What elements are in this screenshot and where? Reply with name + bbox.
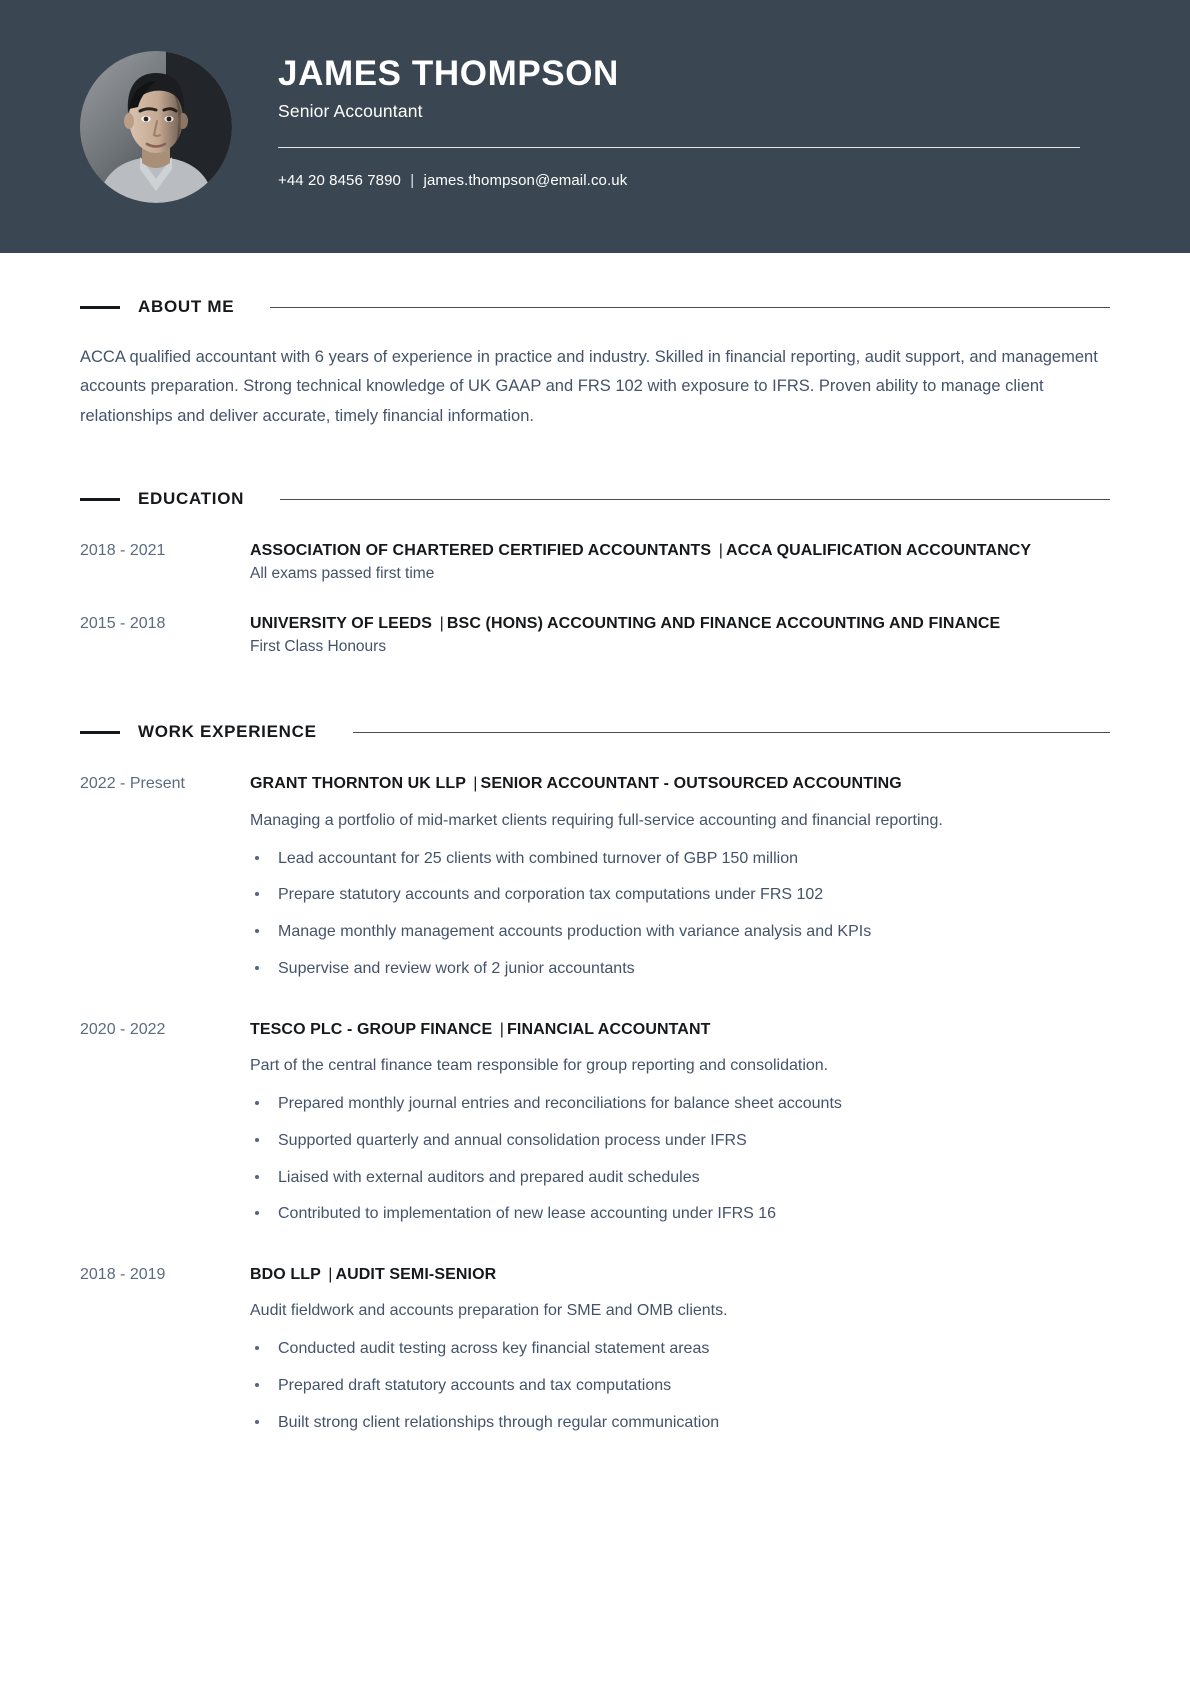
list-item: Supervise and review work of 2 junior accountants [250, 959, 1110, 980]
about-text: ACCA qualified accountant with 6 years of experience in practice and industry. Skilled in financial reporting, audit support, and management accounts preparation. Strong technical knowledge of UK GAAP and FRS 102 with exposure to IFRS. Proven ability to manage client relationships and deliver accurate, timely financial information. [80, 348, 1098, 425]
education-entry-subtitle: All exams passed first time [250, 565, 435, 583]
section-dash-icon [80, 306, 120, 309]
title-separator: | [473, 775, 478, 793]
experience-list [80, 772, 1110, 1433]
education-entry-title: UNIVERSITY OF LEEDS | BSC (HONS) ACCOUNTING AND FINANCE ACCOUNTING AND FINANCE [250, 612, 1110, 635]
about-heading: ABOUT ME [138, 297, 235, 316]
experience-entry [80, 1018, 1110, 1225]
experience-entry-date: 2020 - 2022 [80, 1020, 166, 1038]
education-entry [80, 612, 1110, 659]
about-section-header [80, 297, 1110, 317]
experience-entry [80, 772, 1110, 979]
page-title: JAMES THOMPSON [278, 53, 619, 93]
portrait-photo-icon [80, 51, 232, 203]
title-separator: | [439, 614, 444, 632]
education-list [80, 539, 1110, 658]
education-entry-body [250, 612, 1110, 659]
experience-entry-description: Part of the central finance team responsible for group reporting and consolidation. [250, 1056, 829, 1074]
title-separator: | [499, 1020, 505, 1038]
education-heading: EDUCATION [138, 489, 245, 509]
experience-bullet-list [250, 1094, 1110, 1225]
list-item: Prepared draft statutory accounts and tax computations [250, 1376, 1110, 1397]
email-address[interactable]: james.thompson@email.co.uk [423, 172, 628, 190]
education-section-header [80, 489, 1110, 509]
experience-bullet-list [250, 849, 1110, 980]
education-entry-date: 2018 - 2021 [80, 542, 166, 560]
section-dash-icon [80, 498, 120, 501]
list-item: Liaised with external auditors and prepared audit schedules [250, 1168, 1110, 1189]
contact-separator: | [410, 172, 415, 190]
list-item: Conducted audit testing across key financial statement areas [250, 1339, 1110, 1360]
experience-entry-date: 2018 - 2019 [80, 1266, 166, 1284]
education-entry [80, 539, 1110, 586]
experience-section-header [80, 722, 1110, 742]
experience-entry-body [250, 1263, 1110, 1434]
experience-entry-title: TESCO PLC - GROUP FINANCE | FINANCIAL ACCOUNTANT [250, 1018, 1110, 1041]
experience-entry-title: BDO LLP | AUDIT SEMI-SENIOR [250, 1263, 1110, 1286]
section-rule [353, 732, 1110, 733]
education-entry-title: ASSOCIATION OF CHARTERED CERTIFIED ACCOUNTANTS | ACCA QUALIFICATION ACCOUNTANCY [250, 539, 1110, 562]
work-experience-section [80, 722, 1110, 1433]
resume-header [0, 0, 1190, 253]
contact-line [278, 172, 1080, 189]
education-entry-date: 2015 - 2018 [80, 614, 166, 632]
section-dash-icon [80, 731, 120, 734]
header-divider [278, 147, 1080, 148]
list-item: Prepare statutory accounts and corporation tax computations under FRS 102 [250, 885, 1110, 906]
list-item: Lead accountant for 25 clients with combined turnover of GBP 150 million [250, 849, 1110, 870]
experience-entry-title: GRANT THORNTON UK LLP | SENIOR ACCOUNTANT - OUTSOURCED ACCOUNTING [250, 772, 1110, 795]
experience-entry-description: Audit fieldwork and accounts preparation for SME and OMB clients. [250, 1302, 728, 1320]
experience-entry [80, 1263, 1110, 1434]
education-entry-subtitle: First Class Honours [250, 637, 387, 655]
list-item: Contributed to implementation of new lease accounting under IFRS 16 [250, 1204, 1110, 1225]
section-rule [270, 307, 1110, 308]
job-title: Senior Accountant [278, 101, 423, 122]
list-item: Supported quarterly and annual consolidation process under IFRS [250, 1131, 1110, 1152]
experience-entry-body [250, 772, 1110, 979]
title-separator: | [718, 542, 723, 560]
header-text-block [278, 53, 1190, 190]
experience-bullet-list [250, 1339, 1110, 1433]
section-rule [280, 499, 1110, 500]
experience-heading: WORK EXPERIENCE [138, 722, 317, 742]
experience-entry-date: 2022 - Present [80, 775, 185, 793]
education-section [80, 489, 1110, 658]
list-item: Manage monthly management accounts production with variance analysis and KPIs [250, 922, 1110, 943]
resume-body [0, 297, 1190, 1434]
avatar [80, 51, 232, 203]
experience-entry-body [250, 1018, 1110, 1225]
education-entry-body [250, 539, 1110, 586]
about-section [80, 297, 1110, 431]
list-item: Built strong client relationships through regular communication [250, 1413, 1110, 1434]
list-item: Prepared monthly journal entries and reconciliations for balance sheet accounts [250, 1094, 1110, 1115]
experience-entry-description: Managing a portfolio of mid-market clients requiring full-service accounting and financial reporting. [250, 811, 943, 829]
title-separator: | [328, 1266, 333, 1284]
phone-number[interactable]: +44 20 8456 7890 [278, 172, 401, 190]
